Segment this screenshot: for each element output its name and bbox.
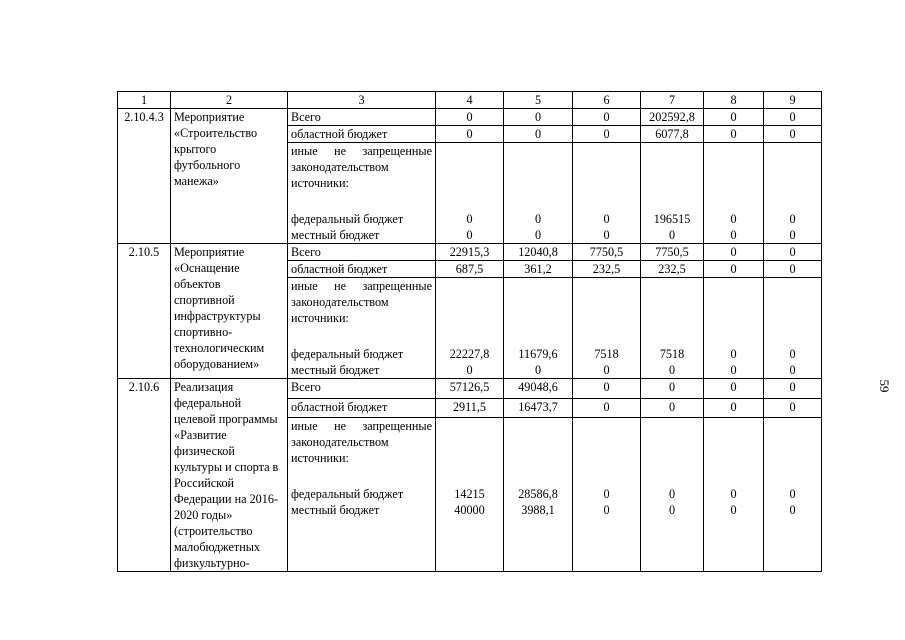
value-cell bbox=[573, 278, 641, 379]
local-value: 3988,1 bbox=[521, 503, 555, 517]
value-cell: 0 bbox=[641, 398, 704, 418]
value-cell bbox=[764, 143, 822, 244]
value-cell: 202592,8 bbox=[641, 109, 704, 126]
value-cell: 361,2 bbox=[504, 261, 573, 278]
value-cell: 687,5 bbox=[436, 261, 504, 278]
table-row bbox=[118, 109, 822, 126]
local-value: 0 bbox=[534, 363, 542, 377]
value-cell bbox=[764, 418, 822, 572]
value-cell: 57126,5 bbox=[436, 379, 504, 399]
value-cell: 0 bbox=[764, 261, 822, 278]
federal-value: 28586,8 bbox=[518, 487, 558, 501]
federal-value: 0 bbox=[789, 212, 796, 226]
federal-value: 0 bbox=[730, 487, 737, 501]
local-value: 0 bbox=[534, 228, 542, 242]
value-cell: 0 bbox=[704, 379, 764, 399]
federal-value: 11679,6 bbox=[518, 347, 558, 361]
header-cell: 7 bbox=[641, 92, 704, 109]
value-cell bbox=[573, 418, 641, 572]
local-value: 0 bbox=[789, 363, 796, 377]
local-value: 0 bbox=[603, 363, 610, 377]
value-cell: 0 bbox=[573, 398, 641, 418]
federal-value: 7518 bbox=[594, 347, 619, 361]
federal-value: 14215 bbox=[454, 487, 485, 501]
value-cell bbox=[436, 418, 504, 572]
header-cell: 9 bbox=[764, 92, 822, 109]
item-code: 2.10.6 bbox=[118, 379, 171, 572]
local-value: 0 bbox=[603, 503, 610, 517]
header-cell: 3 bbox=[288, 92, 436, 109]
federal-label: федеральный бюджет bbox=[291, 487, 404, 501]
local-value: 0 bbox=[466, 363, 473, 377]
value-cell: 0 bbox=[704, 109, 764, 126]
value-cell bbox=[704, 418, 764, 572]
value-cell: 0 bbox=[764, 126, 822, 143]
value-cell bbox=[436, 278, 504, 379]
header-cell: 4 bbox=[436, 92, 504, 109]
local-label: местный бюджет bbox=[291, 228, 380, 242]
header-cell: 5 bbox=[504, 92, 573, 109]
value-cell: 232,5 bbox=[641, 261, 704, 278]
header-row bbox=[118, 92, 822, 109]
value-cell bbox=[436, 143, 504, 244]
source-cell bbox=[288, 418, 436, 572]
source-label: Всего bbox=[288, 109, 436, 126]
value-cell: 0 bbox=[436, 126, 504, 143]
local-value: 0 bbox=[603, 228, 610, 242]
federal-value: 0 bbox=[466, 212, 473, 226]
other-sources-label: иные не запрещенные законодательством источники: bbox=[291, 419, 432, 465]
header-cell: 8 bbox=[704, 92, 764, 109]
local-label: местный бюджет bbox=[291, 363, 380, 377]
value-cell: 0 bbox=[764, 379, 822, 399]
value-cell: 0 bbox=[704, 126, 764, 143]
source-label: Всего bbox=[288, 379, 436, 399]
item-name: Мероприятие «Оснащение объектов спортивной инфраструктуры спортивно-технологическим оборудованием» bbox=[171, 244, 288, 379]
value-cell: 22915,3 bbox=[436, 244, 504, 261]
federal-value: 0 bbox=[603, 487, 610, 501]
source-label: Всего bbox=[288, 244, 436, 261]
value-cell: 0 bbox=[573, 109, 641, 126]
source-label: областной бюджет bbox=[288, 398, 436, 418]
value-cell bbox=[641, 143, 704, 244]
local-value: 0 bbox=[730, 503, 737, 517]
federal-value: 0 bbox=[789, 347, 796, 361]
other-sources-label: иные не запрещенные законодательством источники: bbox=[291, 144, 432, 190]
table-row bbox=[118, 244, 822, 261]
value-cell: 0 bbox=[764, 398, 822, 418]
value-cell: 232,5 bbox=[573, 261, 641, 278]
value-cell bbox=[504, 143, 573, 244]
value-cell: 0 bbox=[704, 398, 764, 418]
value-cell bbox=[704, 278, 764, 379]
budget-table bbox=[117, 91, 822, 572]
value-cell: 0 bbox=[704, 244, 764, 261]
value-cell: 7750,5 bbox=[641, 244, 704, 261]
federal-value: 0 bbox=[730, 212, 737, 226]
federal-value: 22227,8 bbox=[449, 347, 490, 361]
local-value: 0 bbox=[668, 503, 676, 517]
other-sources-label: иные не запрещенные законодательством источники: bbox=[291, 279, 432, 325]
value-cell bbox=[504, 278, 573, 379]
value-cell: 0 bbox=[573, 126, 641, 143]
value-cell: 0 bbox=[764, 244, 822, 261]
federal-label: федеральный бюджет bbox=[291, 347, 404, 361]
federal-value: 0 bbox=[534, 212, 542, 226]
value-cell bbox=[704, 143, 764, 244]
local-value: 0 bbox=[730, 363, 737, 377]
local-label: местный бюджет bbox=[291, 503, 380, 517]
local-value: 0 bbox=[466, 228, 473, 242]
value-cell: 0 bbox=[504, 109, 573, 126]
federal-value: 0 bbox=[730, 347, 737, 361]
source-cell bbox=[288, 278, 436, 379]
source-label: областной бюджет bbox=[288, 261, 436, 278]
item-name: Реализация федеральной целевой программы «Развитие физической культуры и спорта в Российской Федерации на 2016-2020 годы» (строительство малобюджетных физкультурно- bbox=[171, 379, 288, 572]
value-cell bbox=[504, 418, 573, 572]
value-cell bbox=[573, 143, 641, 244]
federal-value: 7518 bbox=[659, 347, 685, 361]
source-label: областной бюджет bbox=[288, 126, 436, 143]
federal-value: 196515 bbox=[653, 212, 691, 226]
local-value: 40000 bbox=[454, 503, 485, 517]
value-cell: 7750,5 bbox=[573, 244, 641, 261]
item-code: 2.10.5 bbox=[118, 244, 171, 379]
federal-value: 0 bbox=[789, 487, 796, 501]
value-cell: 0 bbox=[504, 126, 573, 143]
value-cell: 0 bbox=[764, 109, 822, 126]
item-name: Мероприятие «Строительство крытого футбольного манежа» bbox=[171, 109, 288, 244]
local-value: 0 bbox=[789, 503, 796, 517]
value-cell: 0 bbox=[704, 261, 764, 278]
federal-label: федеральный бюджет bbox=[291, 212, 404, 226]
header-cell: 1 bbox=[118, 92, 171, 109]
local-value: 0 bbox=[668, 228, 676, 242]
federal-value: 0 bbox=[668, 487, 676, 501]
value-cell: 2911,5 bbox=[436, 398, 504, 418]
value-cell bbox=[641, 278, 704, 379]
value-cell: 0 bbox=[641, 379, 704, 399]
local-value: 0 bbox=[789, 228, 796, 242]
value-cell: 12040,8 bbox=[504, 244, 573, 261]
page-number: 59 bbox=[877, 379, 892, 393]
value-cell: 6077,8 bbox=[641, 126, 704, 143]
source-cell bbox=[288, 143, 436, 244]
federal-value: 0 bbox=[603, 212, 610, 226]
header-cell: 6 bbox=[573, 92, 641, 109]
item-code: 2.10.4.3 bbox=[118, 109, 171, 244]
value-cell: 16473,7 bbox=[504, 398, 573, 418]
value-cell: 0 bbox=[436, 109, 504, 126]
value-cell: 49048,6 bbox=[504, 379, 573, 399]
value-cell bbox=[764, 278, 822, 379]
local-value: 0 bbox=[730, 228, 737, 242]
header-cell: 2 bbox=[171, 92, 288, 109]
table-row bbox=[118, 379, 822, 399]
value-cell: 0 bbox=[573, 379, 641, 399]
local-value: 0 bbox=[668, 363, 676, 377]
value-cell bbox=[641, 418, 704, 572]
